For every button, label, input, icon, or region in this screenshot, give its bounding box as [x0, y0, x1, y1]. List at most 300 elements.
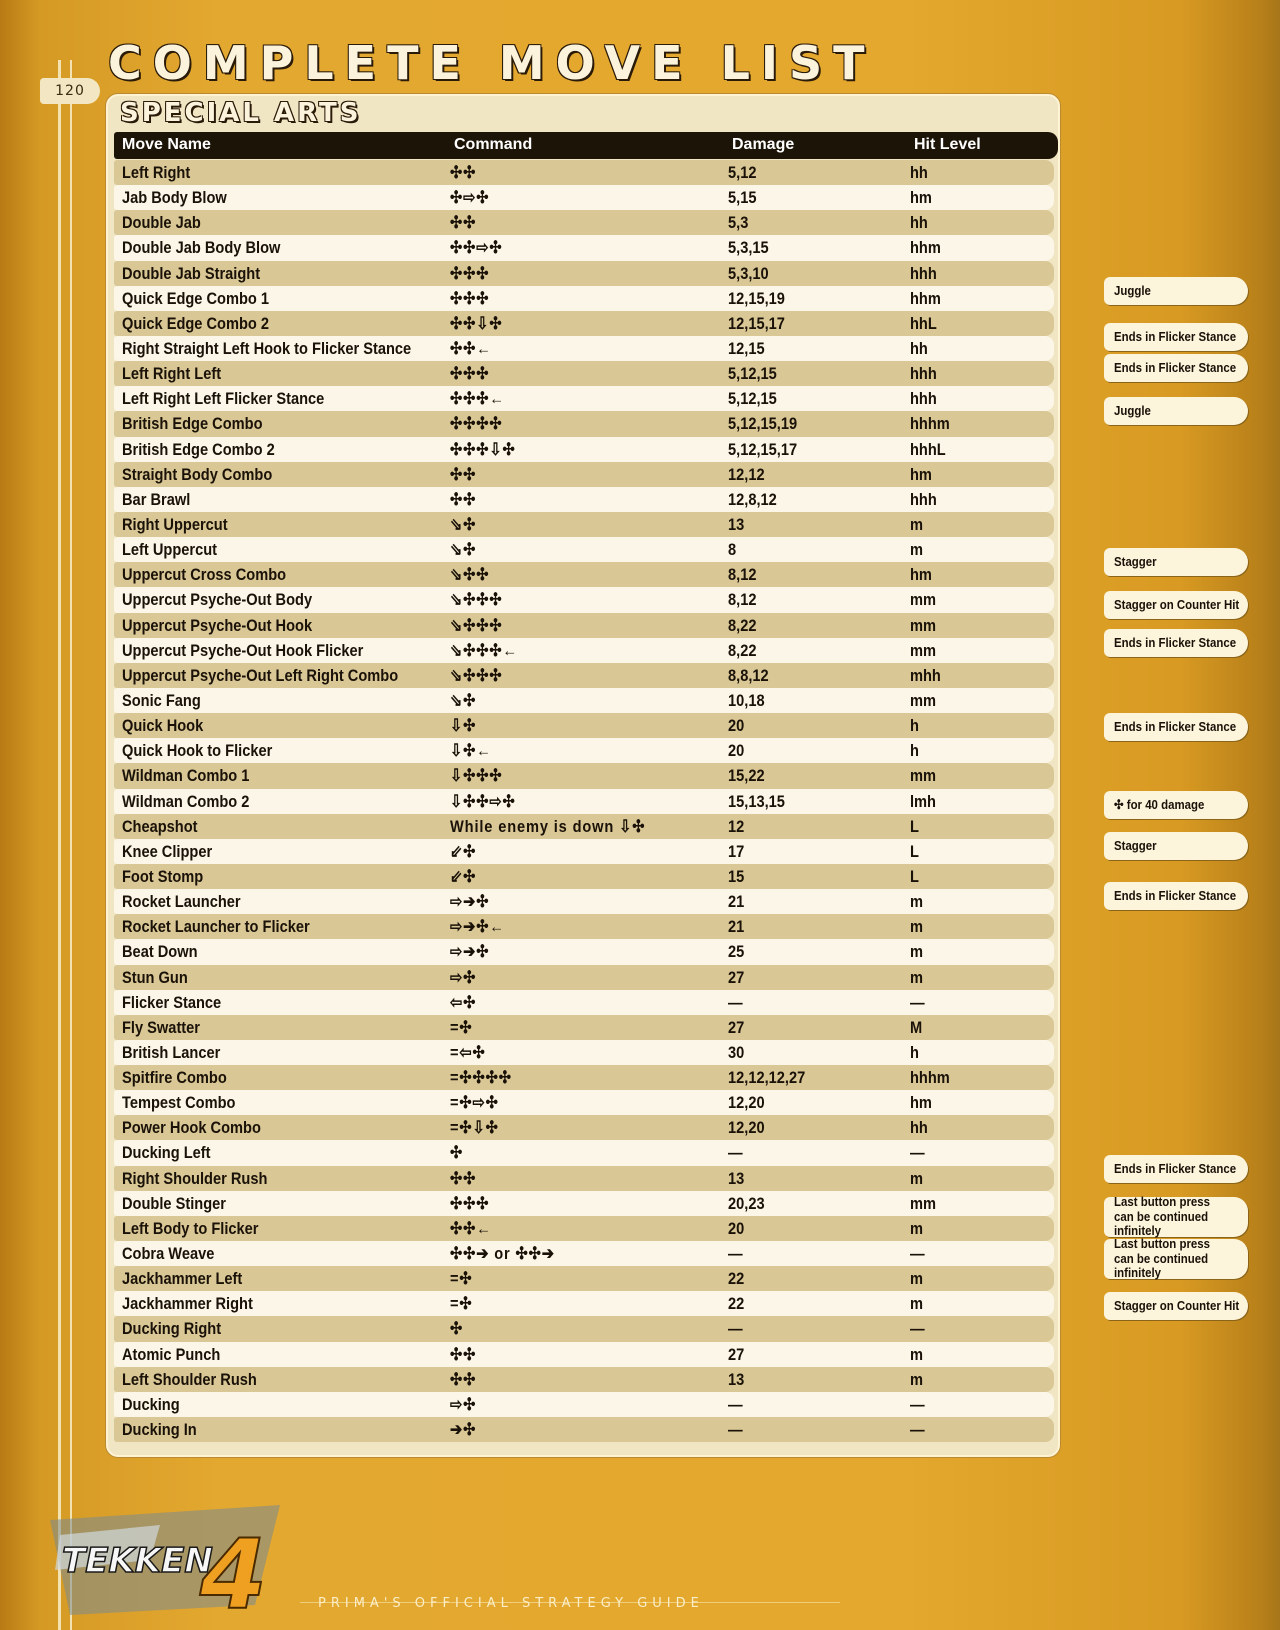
move-hit-level: hhhm: [910, 414, 950, 434]
move-hit-level: hh: [910, 1118, 928, 1138]
move-name: Uppercut Psyche-Out Hook: [122, 615, 313, 635]
move-name: Jackhammer Right: [122, 1294, 253, 1314]
move-damage: 8,8,12: [728, 665, 769, 685]
move-hit-level: m: [910, 1369, 924, 1389]
move-hit-level: m: [910, 540, 924, 560]
annotation-note-text: Stagger on Counter Hit: [1114, 1297, 1240, 1313]
move-hit-level: hhh: [910, 364, 937, 384]
move-name: Wildman Combo 2: [122, 791, 250, 811]
move-damage: 5,3,10: [728, 263, 769, 283]
move-hit-level: L: [910, 866, 919, 886]
move-name: Uppercut Cross Combo: [122, 565, 287, 585]
move-hit-level: hm: [910, 1093, 932, 1113]
move-hit-level: m: [910, 1168, 924, 1188]
col-command: Command: [454, 136, 533, 153]
annotation-note-text: Ends in Flicker Stance: [1114, 634, 1237, 650]
move-damage: 12,8,12: [728, 489, 777, 509]
move-name: Double Stinger: [122, 1193, 226, 1213]
move-name: Left Right Left: [122, 364, 222, 384]
table-row: [114, 1166, 1054, 1191]
move-hit-level: hhm: [910, 288, 941, 308]
table-row: [114, 1191, 1054, 1216]
move-hit-level: h: [910, 1042, 919, 1062]
move-name: Rocket Launcher: [122, 892, 241, 912]
move-hit-level: mm: [910, 690, 937, 710]
move-damage: 5,12,15: [728, 389, 777, 409]
move-name: Sonic Fang: [122, 690, 201, 710]
move-command: ⇨✣: [450, 1394, 477, 1414]
annotation-note: [1104, 1155, 1248, 1183]
move-command: ✣✣✣←: [450, 389, 505, 409]
move-command: ✣✣✣: [450, 1193, 490, 1213]
move-command: ⇘✣✣✣: [450, 665, 503, 685]
table-row: [114, 286, 1054, 311]
move-name: Power Hook Combo: [122, 1118, 261, 1138]
move-hit-level: L: [910, 841, 919, 861]
move-hit-level: h: [910, 741, 919, 761]
table-row: [114, 235, 1054, 260]
table-row: [114, 789, 1054, 814]
move-damage: —: [728, 1319, 743, 1339]
move-damage: 17: [728, 841, 745, 861]
annotation-note: [1104, 277, 1248, 305]
move-name: Ducking Left: [122, 1143, 211, 1163]
table-row: [114, 638, 1054, 663]
annotation-note-text: Last button press can be continued infinitely: [1114, 1193, 1210, 1239]
move-name: Left Body to Flicker: [122, 1218, 259, 1238]
move-hit-level: mhh: [910, 665, 941, 685]
move-command: ✣✣✣✣: [450, 414, 503, 434]
move-name: Jackhammer Left: [122, 1269, 243, 1289]
section-title: SPECIAL ARTS: [120, 98, 362, 128]
move-name: Quick Edge Combo 1: [122, 288, 270, 308]
table-row: [114, 1115, 1054, 1140]
move-damage: 5,3,15: [728, 238, 769, 258]
table-row: [114, 210, 1054, 235]
move-damage: 12,15,17: [728, 313, 785, 333]
move-damage: 27: [728, 1344, 745, 1364]
annotation-note: [1104, 354, 1248, 382]
move-hit-level: m: [910, 1269, 924, 1289]
move-name: Fly Swatter: [122, 1017, 201, 1037]
table-row: [114, 1316, 1054, 1341]
move-command: ⇘✣: [450, 514, 477, 534]
move-command: ⇦✣: [450, 992, 477, 1012]
move-name: Beat Down: [122, 942, 198, 962]
move-damage: 8: [728, 540, 737, 560]
move-command: ✣✣: [450, 1344, 477, 1364]
move-command: =✣⇨✣: [450, 1093, 499, 1113]
svg-text:TEKKEN: TEKKEN: [62, 1541, 213, 1581]
move-name: Left Right Left Flicker Stance: [122, 389, 325, 409]
table-row: [114, 462, 1054, 487]
move-name: Ducking In: [122, 1420, 197, 1440]
move-name: Right Straight Left Hook to Flicker Stance: [122, 338, 412, 358]
move-hit-level: —: [910, 1420, 925, 1440]
move-damage: 8,12: [728, 565, 757, 585]
table-row: [114, 839, 1054, 864]
table-row: [114, 386, 1054, 411]
table-row: [114, 261, 1054, 286]
move-name: British Edge Combo: [122, 414, 263, 434]
move-damage: 30: [728, 1042, 745, 1062]
move-hit-level: m: [910, 1218, 924, 1238]
move-command: ✣✣⇨✣: [450, 238, 503, 258]
table-header: [114, 132, 1058, 159]
move-hit-level: hhh: [910, 263, 937, 283]
table-row: [114, 1291, 1054, 1316]
table-row: [114, 1392, 1054, 1417]
svg-text:4: 4: [200, 1519, 267, 1620]
annotation-note-text: Juggle: [1114, 282, 1151, 298]
table-row: [114, 965, 1054, 990]
annotation-note-text: Ends in Flicker Stance: [1114, 718, 1237, 734]
move-damage: 12,12,12,27: [728, 1068, 806, 1088]
annotation-note: [1104, 591, 1248, 619]
move-command: ⇩✣: [450, 716, 477, 736]
move-command: ✣✣: [450, 489, 477, 509]
move-name: Tempest Combo: [122, 1093, 236, 1113]
move-command: While enemy is down ⇩✣: [450, 816, 646, 836]
table-row: [114, 939, 1054, 964]
table-row: [114, 814, 1054, 839]
table-row: [114, 411, 1054, 436]
annotation-note: [1104, 882, 1248, 910]
move-name: Uppercut Psyche-Out Body: [122, 590, 313, 610]
move-name: Bar Brawl: [122, 489, 191, 509]
move-name: Cobra Weave: [122, 1244, 215, 1264]
move-name: Double Jab: [122, 213, 201, 233]
move-name: Left Uppercut: [122, 540, 218, 560]
move-command: ⇨➔✣: [450, 892, 490, 912]
move-table: [114, 160, 1054, 1442]
move-damage: 20: [728, 741, 745, 761]
move-name: Right Shoulder Rush: [122, 1168, 268, 1188]
annotation-note-text: ✣ for 40 damage: [1114, 796, 1205, 812]
move-hit-level: —: [910, 1319, 925, 1339]
move-command: ✣✣: [450, 464, 477, 484]
col-move-name: Move Name: [122, 136, 211, 153]
move-name: Left Shoulder Rush: [122, 1369, 257, 1389]
table-row: [114, 562, 1054, 587]
move-name: Rocket Launcher to Flicker: [122, 917, 310, 937]
move-command: ✣✣←: [450, 338, 492, 358]
move-hit-level: —: [910, 1394, 925, 1414]
move-hit-level: m: [910, 967, 924, 987]
move-damage: 15,13,15: [728, 791, 785, 811]
table-row: [114, 1065, 1054, 1090]
move-hit-level: m: [910, 917, 924, 937]
move-name: Jab Body Blow: [122, 188, 227, 208]
move-name: Double Jab Body Blow: [122, 238, 281, 258]
annotation-note: [1104, 713, 1248, 741]
annotation-note-text: Ends in Flicker Stance: [1114, 359, 1237, 375]
table-row: [114, 663, 1054, 688]
table-row: [114, 990, 1054, 1015]
annotation-note-text: Juggle: [1114, 402, 1151, 418]
move-damage: 5,12,15,17: [728, 439, 798, 459]
move-damage: 13: [728, 1369, 745, 1389]
move-damage: 12,15,19: [728, 288, 785, 308]
annotation-note-text: Stagger on Counter Hit: [1114, 596, 1240, 612]
annotation-note: [1104, 323, 1248, 351]
move-hit-level: mm: [910, 1193, 937, 1213]
spine-line: [58, 60, 61, 1630]
move-damage: 5,12,15,19: [728, 414, 798, 434]
table-row: [114, 613, 1054, 638]
move-command: =✣⇩✣: [450, 1118, 499, 1138]
move-name: Flicker Stance: [122, 992, 222, 1012]
table-row: [114, 1090, 1054, 1115]
table-row: [114, 738, 1054, 763]
move-name: Ducking: [122, 1394, 180, 1414]
move-name: Straight Body Combo: [122, 464, 273, 484]
col-damage: Damage: [732, 136, 795, 153]
annotation-note-text: Ends in Flicker Stance: [1114, 887, 1237, 903]
move-damage: 13: [728, 1168, 745, 1188]
move-command: ✣✣: [450, 1168, 477, 1188]
col-hit-level: Hit Level: [914, 136, 981, 153]
table-row: [114, 1241, 1054, 1266]
annotation-note-text: Stagger: [1114, 553, 1157, 569]
move-command: ✣✣✣: [450, 364, 490, 384]
annotation-note: [1104, 548, 1248, 576]
move-command: =✣: [450, 1294, 473, 1314]
move-damage: 22: [728, 1269, 745, 1289]
move-command: =✣: [450, 1269, 473, 1289]
move-hit-level: lmh: [910, 791, 937, 811]
move-command: ✣✣: [450, 163, 477, 182]
move-command: ✣✣: [450, 1369, 477, 1389]
move-damage: 8,22: [728, 640, 757, 660]
move-damage: 8,12: [728, 590, 757, 610]
annotation-note-text: Stagger: [1114, 837, 1157, 853]
annotation-note: [1104, 1292, 1248, 1320]
move-hit-level: mm: [910, 615, 937, 635]
table-row: [114, 1417, 1054, 1442]
move-hit-level: mm: [910, 590, 937, 610]
move-hit-level: hh: [910, 213, 928, 233]
page-number: 120: [40, 78, 100, 104]
move-command: ⇙✣: [450, 841, 477, 861]
table-row: [114, 311, 1054, 336]
table-row: [114, 437, 1054, 462]
move-hit-level: hhm: [910, 238, 941, 258]
annotation-note: [1104, 1193, 1248, 1239]
move-damage: 13: [728, 514, 745, 534]
move-hit-level: hhhL: [910, 439, 946, 459]
annotation-note-text: Ends in Flicker Stance: [1114, 1160, 1237, 1176]
move-damage: 15: [728, 866, 745, 886]
table-row: [114, 763, 1054, 788]
move-command: ⇘✣✣✣: [450, 590, 503, 610]
annotation-note: [1104, 832, 1248, 860]
move-damage: 10,18: [728, 690, 765, 710]
move-hit-level: hh: [910, 163, 928, 182]
move-command: ⇘✣✣✣: [450, 615, 503, 635]
move-name: Right Uppercut: [122, 514, 228, 534]
move-hit-level: m: [910, 1344, 924, 1364]
annotation-note: [1104, 629, 1248, 657]
move-hit-level: hh: [910, 338, 928, 358]
move-command: ⇨✣: [450, 967, 477, 987]
move-name: Cheapshot: [122, 816, 198, 836]
move-command: ⇨➔✣←: [450, 917, 505, 937]
move-hit-level: h: [910, 716, 919, 736]
move-damage: 12,12: [728, 464, 765, 484]
move-command: ✣: [450, 1319, 464, 1339]
table-row: [114, 1266, 1054, 1291]
move-command: =⇦✣: [450, 1042, 486, 1062]
move-command: =✣✣✣✣: [450, 1068, 512, 1088]
move-command: ⇨➔✣: [450, 942, 490, 962]
move-hit-level: —: [910, 1244, 925, 1264]
table-row: [114, 889, 1054, 914]
move-name: Stun Gun: [122, 967, 188, 987]
move-hit-level: hm: [910, 565, 932, 585]
move-damage: —: [728, 1420, 743, 1440]
move-hit-level: M: [910, 1017, 923, 1037]
move-damage: —: [728, 1143, 743, 1163]
move-hit-level: hhh: [910, 489, 937, 509]
move-damage: 5,12: [728, 163, 757, 182]
table-row: [114, 864, 1054, 889]
move-hit-level: mm: [910, 640, 937, 660]
move-command: ✣✣➔ or ✣✣➔: [450, 1244, 555, 1264]
move-hit-level: m: [910, 942, 924, 962]
move-damage: 27: [728, 967, 745, 987]
tekken-4-logo: [40, 1500, 310, 1620]
move-damage: 21: [728, 917, 745, 937]
move-name: Quick Hook to Flicker: [122, 741, 273, 761]
move-damage: 20,23: [728, 1193, 765, 1213]
move-command: ⇩✣←: [450, 741, 492, 761]
table-row: [114, 512, 1054, 537]
move-command: ⇘✣: [450, 690, 477, 710]
move-hit-level: L: [910, 816, 919, 836]
page-title: COMPLETE MOVE LIST: [108, 36, 876, 90]
annotation-note: [1104, 791, 1248, 819]
move-command: ⇩✣✣⇨✣: [450, 791, 516, 811]
move-command: ✣✣✣⇩✣: [450, 439, 516, 459]
move-name: Double Jab Straight: [122, 263, 261, 283]
move-damage: 5,3: [728, 213, 749, 233]
table-row: [114, 1140, 1054, 1165]
move-name: Knee Clipper: [122, 841, 213, 861]
table-row: [114, 1216, 1054, 1241]
move-name: Uppercut Psyche-Out Hook Flicker: [122, 640, 364, 660]
table-row: [114, 336, 1054, 361]
move-damage: —: [728, 992, 743, 1012]
move-hit-level: —: [910, 992, 925, 1012]
move-command: ⇙✣: [450, 866, 477, 886]
move-damage: 20: [728, 1218, 745, 1238]
table-row: [114, 1367, 1054, 1392]
table-row: [114, 1040, 1054, 1065]
move-hit-level: hhL: [910, 313, 937, 333]
table-row: [114, 487, 1054, 512]
table-row: [114, 361, 1054, 386]
table-row: [114, 914, 1054, 939]
move-name: British Edge Combo 2: [122, 439, 275, 459]
annotation-note-text: Last button press can be continued infinitely: [1114, 1235, 1210, 1281]
move-name: British Lancer: [122, 1042, 221, 1062]
move-command: ✣✣✣: [450, 288, 490, 308]
move-damage: 5,12,15: [728, 364, 777, 384]
move-damage: 12,20: [728, 1118, 765, 1138]
move-hit-level: m: [910, 892, 924, 912]
annotation-note-text: Ends in Flicker Stance: [1114, 328, 1237, 344]
move-command: ✣✣: [450, 213, 477, 233]
move-damage: 22: [728, 1294, 745, 1314]
table-row: [114, 713, 1054, 738]
move-damage: 25: [728, 942, 745, 962]
spine-line: [70, 60, 72, 1630]
move-command: ✣: [450, 1143, 464, 1163]
move-command: ⇘✣: [450, 540, 477, 560]
move-hit-level: hm: [910, 188, 932, 208]
move-name: Ducking Right: [122, 1319, 222, 1339]
move-name: Spitfire Combo: [122, 1068, 227, 1088]
footer-guide: PRIMA'S OFFICIAL STRATEGY GUIDE: [318, 1596, 704, 1611]
move-damage: 5,15: [728, 188, 757, 208]
move-name: Left Right: [122, 163, 191, 182]
table-row: [114, 1342, 1054, 1367]
move-command: ⇘✣✣✣←: [450, 640, 518, 660]
move-command: ✣✣✣: [450, 263, 490, 283]
move-command: ⇩✣✣✣: [450, 766, 503, 786]
move-command: ✣✣⇩✣: [450, 313, 503, 333]
move-hit-level: —: [910, 1143, 925, 1163]
move-damage: 27: [728, 1017, 745, 1037]
move-hit-level: m: [910, 514, 924, 534]
move-name: Uppercut Psyche-Out Left Right Combo: [122, 665, 399, 685]
move-damage: 21: [728, 892, 745, 912]
move-damage: 8,22: [728, 615, 757, 635]
move-command: =✣: [450, 1017, 473, 1037]
move-name: Quick Edge Combo 2: [122, 313, 270, 333]
table-row: [114, 1015, 1054, 1040]
move-hit-level: hhhm: [910, 1068, 950, 1088]
move-damage: —: [728, 1394, 743, 1414]
move-damage: 15,22: [728, 766, 765, 786]
move-damage: 20: [728, 716, 745, 736]
move-hit-level: m: [910, 1294, 924, 1314]
table-row: [114, 688, 1054, 713]
move-name: Foot Stomp: [122, 866, 204, 886]
move-hit-level: hhh: [910, 389, 937, 409]
move-damage: 12,15: [728, 338, 765, 358]
table-row: [114, 537, 1054, 562]
move-damage: 12: [728, 816, 745, 836]
move-name: Wildman Combo 1: [122, 766, 250, 786]
move-damage: —: [728, 1244, 743, 1264]
annotation-note: [1104, 397, 1248, 425]
move-damage: 12,20: [728, 1093, 765, 1113]
move-command: ✣⇨✣: [450, 188, 490, 208]
move-name: Quick Hook: [122, 716, 204, 736]
move-command: ➔✣: [450, 1420, 477, 1440]
table-row: [114, 185, 1054, 210]
move-command: ✣✣←: [450, 1218, 492, 1238]
table-row: [114, 160, 1054, 185]
annotation-note: [1104, 1235, 1248, 1281]
move-hit-level: hm: [910, 464, 932, 484]
table-row: [114, 587, 1054, 612]
move-name: Atomic Punch: [122, 1344, 221, 1364]
move-command: ⇘✣✣: [450, 565, 490, 585]
move-hit-level: mm: [910, 766, 937, 786]
